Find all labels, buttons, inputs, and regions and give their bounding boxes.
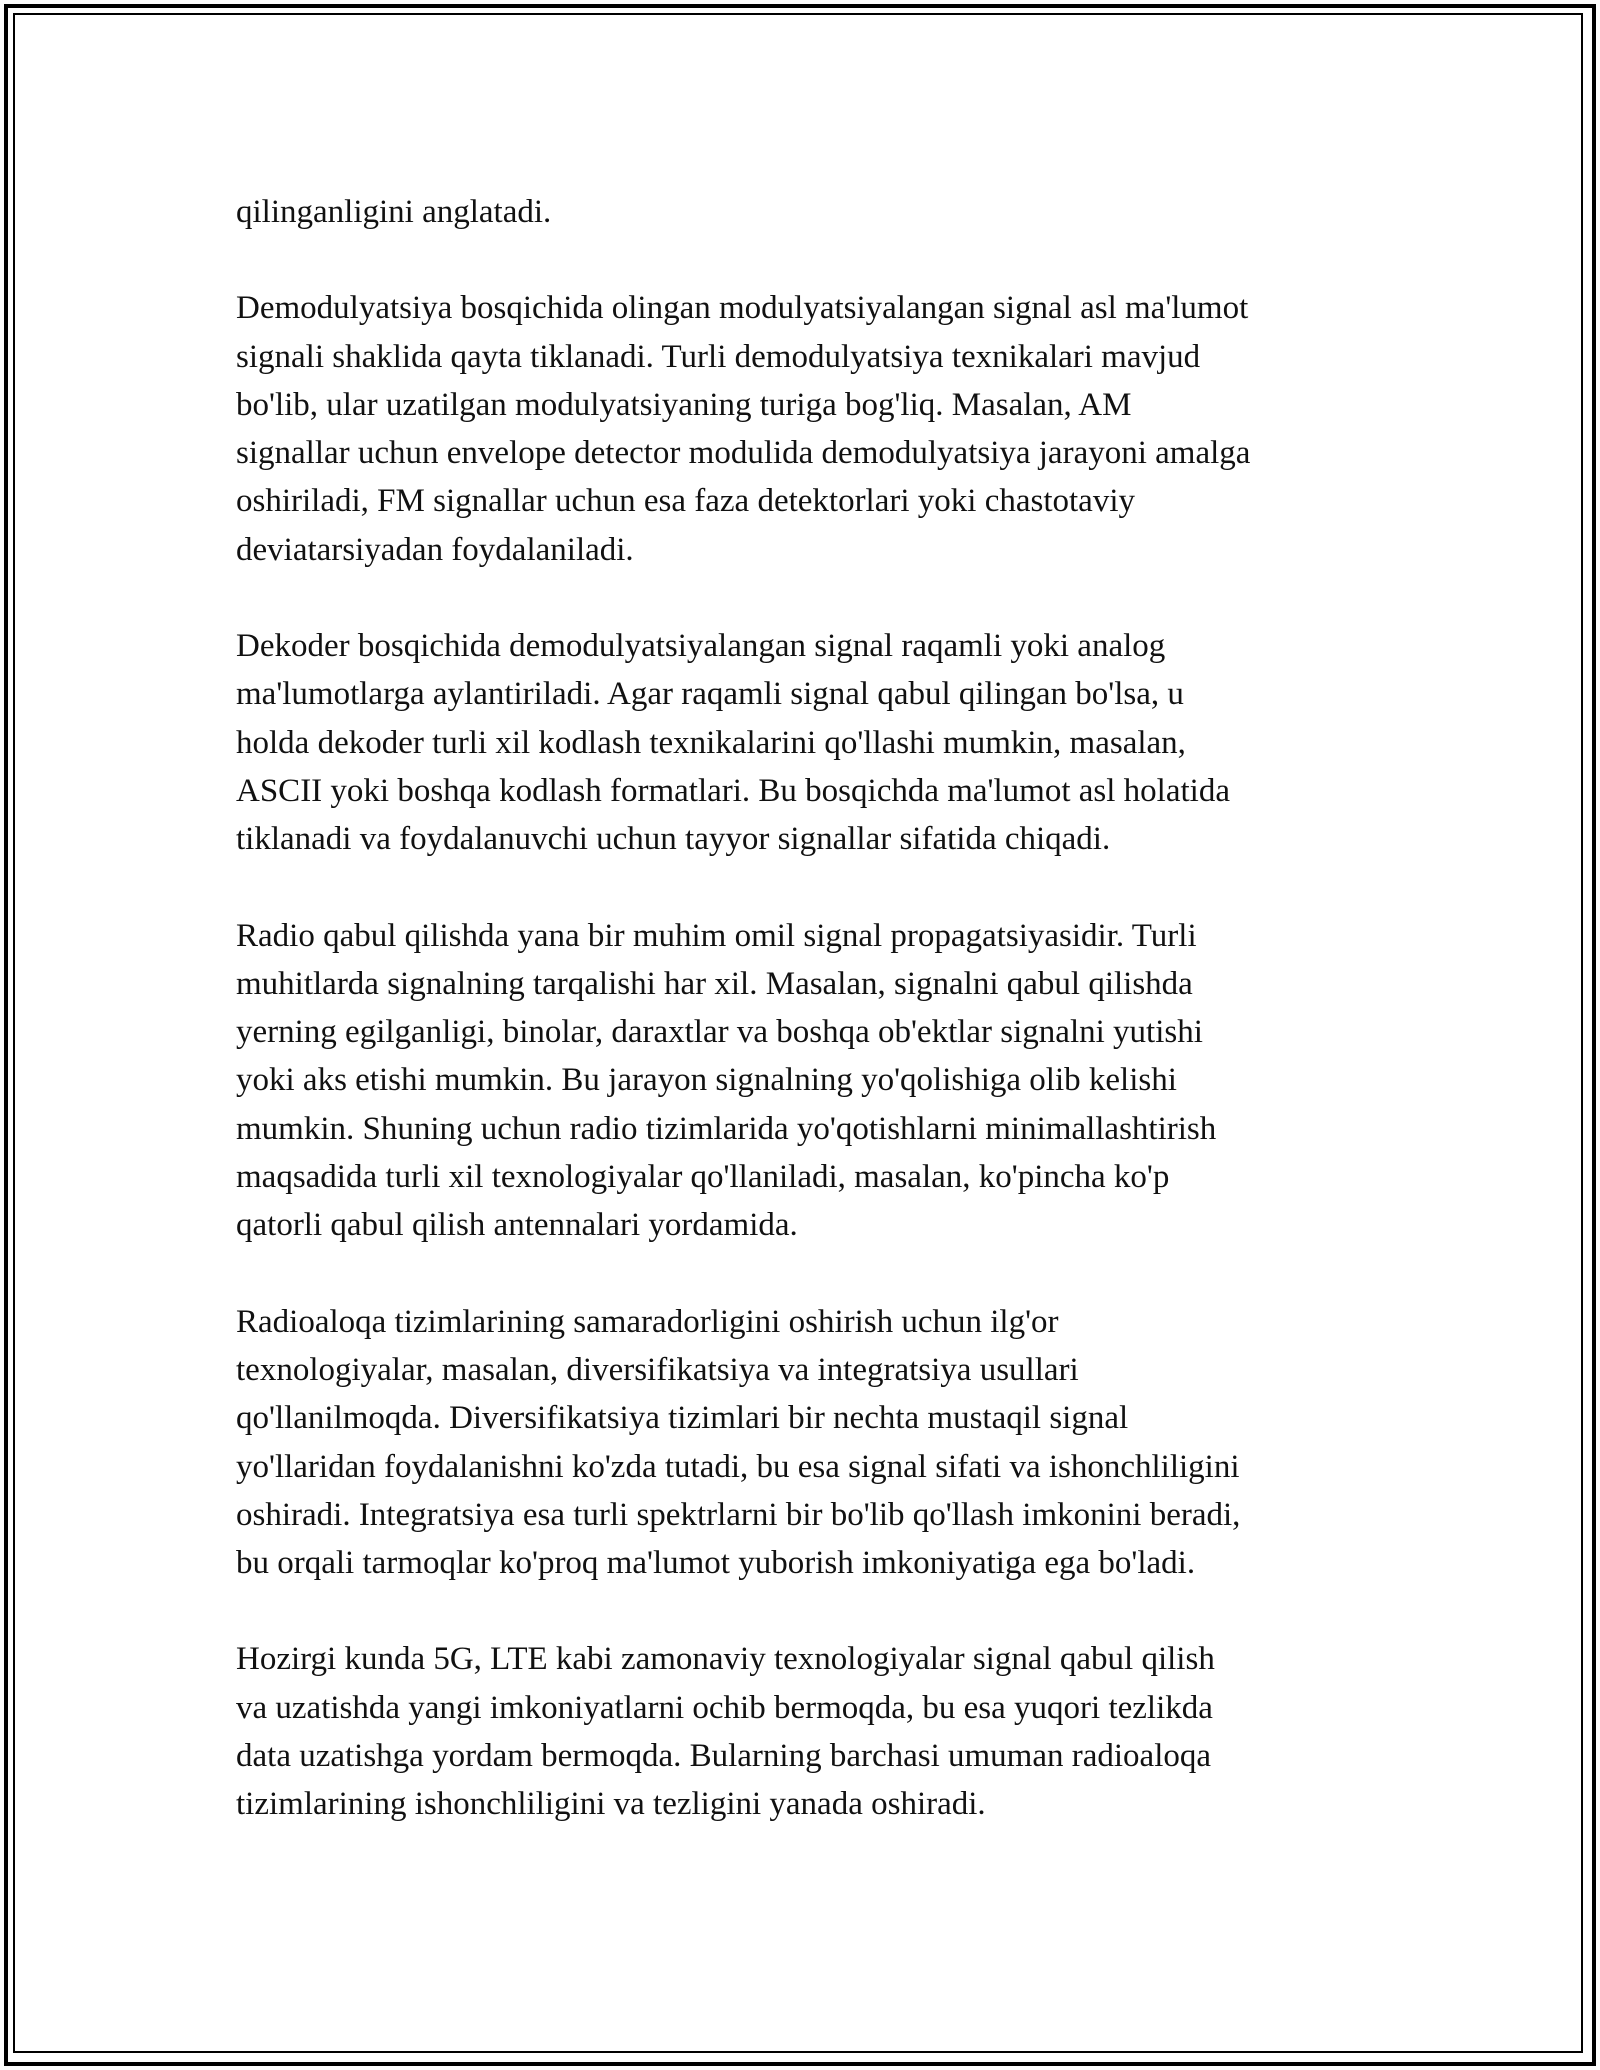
text-line: signali shaklida qayta tiklanadi. Turli demodulyatsiya texnikalari mavjud <box>236 338 1201 375</box>
text-line: ma'lumotlarga aylantiriladi. Agar raqamli signal qabul qilingan bo'lsa, u <box>236 676 1184 713</box>
paragraph-6 <box>236 1635 1376 1828</box>
text-line: tiklanadi va foydalanuvchi uchun tayyor signallar sifatida chiqadi. <box>236 821 1111 858</box>
text-line: qatorli qabul qilish antennalari yordamida. <box>236 1207 798 1244</box>
text-line: Radioaloqa tizimlarining samaradorligini oshirish uchun ilg'or <box>236 1303 1059 1340</box>
text-line: yerning egilganligi, binolar, daraxtlar va boshqa ob'ektlar signalni yutishi <box>236 1014 1203 1051</box>
text-line: Radio qabul qilishda yana bir muhim omil signal propagatsiyasidir. Turli <box>236 917 1197 954</box>
paragraph-5 <box>236 1298 1376 1588</box>
text-line: ASCII yoki boshqa kodlash formatlari. Bu bosqichda ma'lumot asl holatida <box>236 772 1230 809</box>
text-line: signallar uchun envelope detector modulida demodulyatsiya jarayoni amalga <box>236 435 1251 472</box>
text-line: oshiradi. Integratsiya esa turli spektrlarni bir bo'lib qo'llash imkonini beradi, <box>236 1496 1241 1533</box>
text-line: maqsadida turli xil texnologiyalar qo'llaniladi, masalan, ko'pincha ko'p <box>236 1159 1170 1196</box>
paragraph-2 <box>236 284 1376 574</box>
text-line: muhitlarda signalning tarqalishi har xil. Masalan, signalni qabul qilishda <box>236 965 1193 1002</box>
text-line: bu orqali tarmoqlar ko'proq ma'lumot yuborish imkoniyatiga ega bo'ladi. <box>236 1545 1196 1582</box>
text-line: Dekoder bosqichida demodulyatsiyalangan signal raqamli yoki analog <box>236 628 1166 665</box>
paragraph-4 <box>236 912 1376 1250</box>
text-line: texnologiyalar, masalan, diversifikatsiya va integratsiya usullari <box>236 1351 1079 1388</box>
text-line: yo'llaridan foydalanishni ko'zda tutadi, bu esa signal sifati va ishonchliligini <box>236 1448 1240 1485</box>
text-line: Demodulyatsiya bosqichida olingan modulyatsiyalangan signal asl ma'lumot <box>236 290 1249 327</box>
text-line: data uzatishga yordam bermoqda. Bularning barchasi umuman radioaloqa <box>236 1738 1212 1775</box>
text-line: tizimlarining ishonchliligini va tezligini yanada oshiradi. <box>236 1786 986 1823</box>
text-line: deviatarsiyadan foydalaniladi. <box>236 531 634 568</box>
text-line: Hozirgi kunda 5G, LTE kabi zamonaviy texnologiyalar signal qabul qilish <box>236 1641 1215 1678</box>
text-line: bo'lib, ular uzatilgan modulyatsiyaning turiga bog'liq. Masalan, AM <box>236 386 1132 423</box>
text-line: oshiriladi, FM signallar uchun esa faza detektorlari yoki chastotaviy <box>236 483 1135 520</box>
text-line: yoki aks etishi mumkin. Bu jarayon signalning yo'qolishiga olib kelishi <box>236 1062 1177 1099</box>
document-body <box>236 188 1376 1877</box>
text-line: qo'llanilmoqda. Diversifikatsiya tizimlari bir nechta mustaqil signal <box>236 1400 1129 1437</box>
text-line: holda dekoder turli xil kodlash texnikalarini qo'llashi mumkin, masalan, <box>236 724 1186 761</box>
text-line: mumkin. Shuning uchun radio tizimlarida yo'qotishlarni minimallashtirish <box>236 1110 1217 1147</box>
text-line: va uzatishda yangi imkoniyatlarni ochib bermoqda, bu esa yuqori tezlikda <box>236 1689 1213 1726</box>
paragraph-3 <box>236 622 1376 863</box>
paragraph-1 <box>236 188 1376 236</box>
text-line: qilinganligini anglatadi. <box>236 194 552 230</box>
